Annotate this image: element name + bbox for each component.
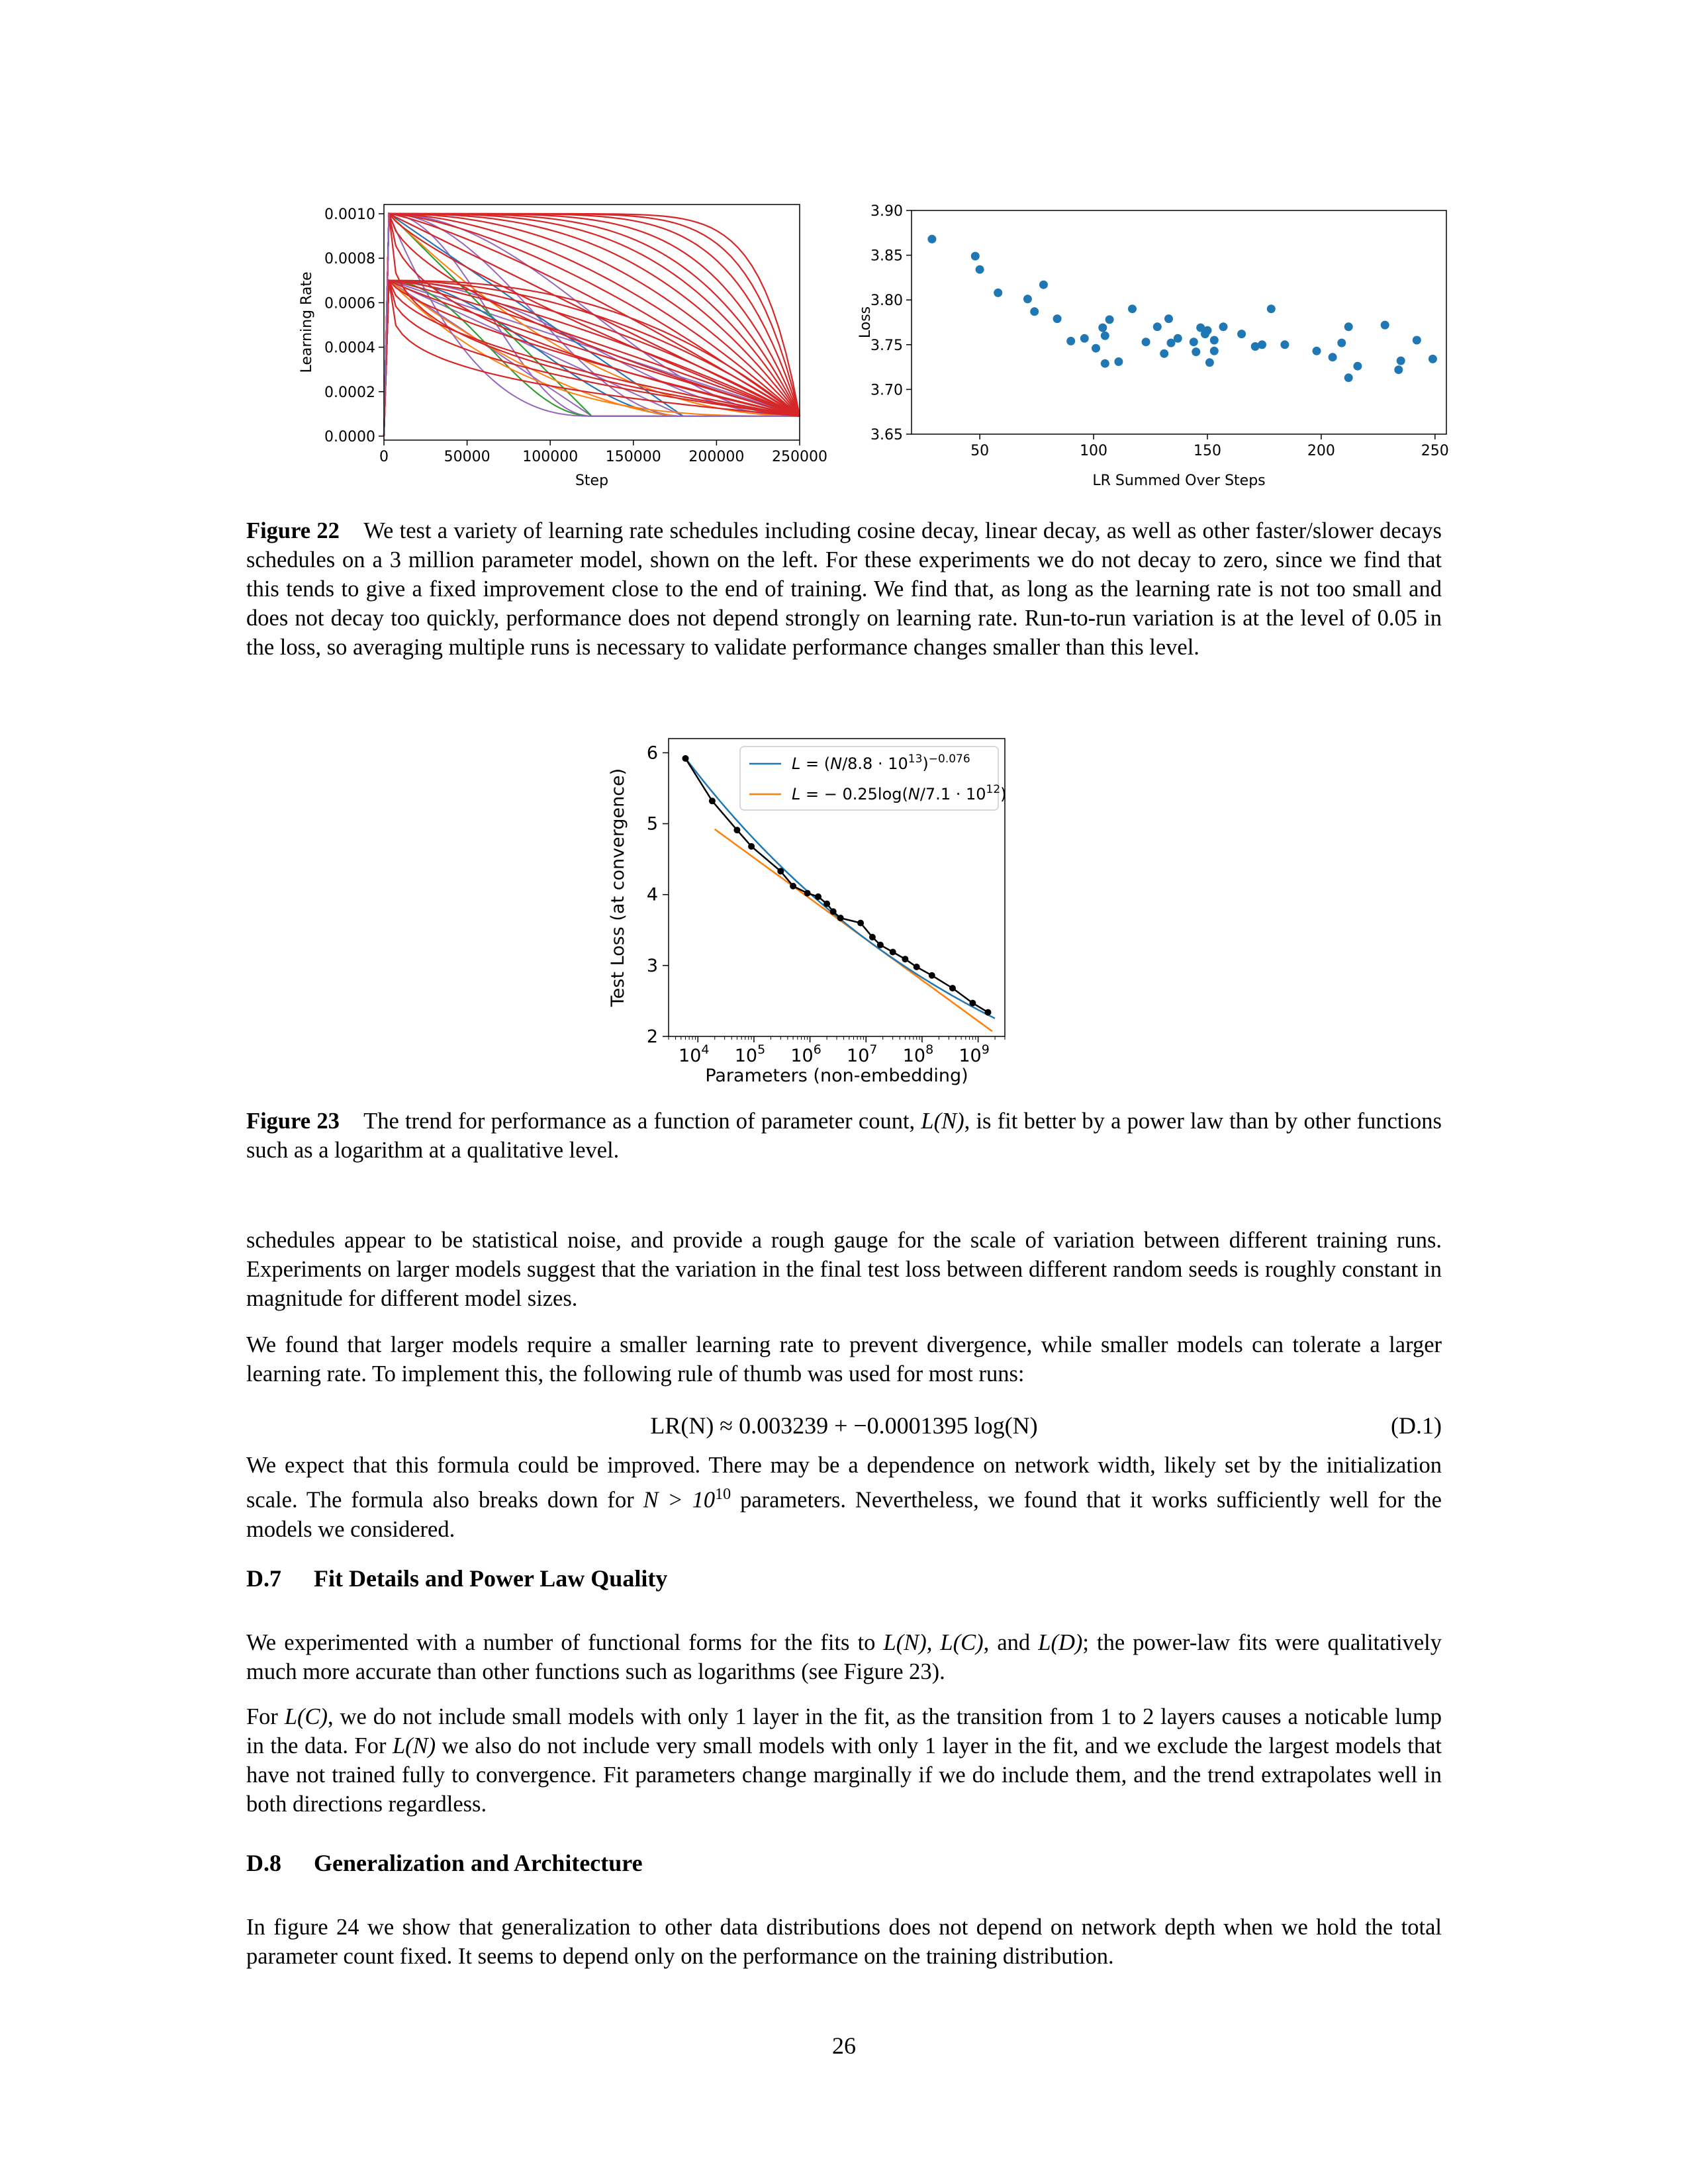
data-point: [837, 915, 844, 921]
lr-ytick-label: 0.0006: [324, 295, 375, 312]
scatter-point: [1192, 347, 1200, 356]
figure22-caption: [246, 516, 1442, 662]
equation-d1: [246, 1412, 1442, 1443]
data-point: [815, 893, 821, 900]
section-d8-title: Generalization and Architecture: [314, 1850, 643, 1876]
power-law-legend: [740, 747, 1007, 810]
figure22-caption-text: We test a variety of learning rate schedules including cosine decay, linear decay, as well as other faster/slower decays schedules on a 3 million parameter model, shown on the left. For these experiments we do not decay to zero, since we find that this tends to give a fixed improvement close to the end of training. We find that, as long as the learning rate is not too small and does not decay too quickly, performance does not depend strongly on learning rate. Run-to-run variation is at the level of 0.05 in the loss, so averaging multiple runs is necessary to validate performance changes smaller than this level.: [246, 518, 1442, 660]
power-law-xtick-label: $10^6$: [790, 1042, 821, 1066]
p4-math: L(N), L(C): [883, 1630, 984, 1655]
scatter-point: [1092, 344, 1100, 353]
p5-a: For: [246, 1704, 285, 1729]
scatter-xlabel: LR Summed Over Steps: [1092, 473, 1266, 489]
figure22-label: Figure 22: [246, 518, 340, 543]
lr-ytick-label: 0.0004: [324, 340, 375, 357]
figure23-caption: [246, 1107, 1442, 1165]
power-law-xtick-label: $10^4$: [679, 1042, 710, 1066]
scatter-plot-frame: [912, 210, 1446, 434]
scatter-ytick-label: 3.80: [870, 293, 903, 310]
scatter-point: [1023, 295, 1032, 303]
scatter-point: [1205, 358, 1214, 367]
data-point: [890, 949, 896, 956]
p3-sup: 10: [715, 1486, 731, 1503]
scatter-point: [1080, 334, 1089, 343]
section-d8-heading: [246, 1849, 643, 1877]
scatter-point: [1353, 362, 1362, 371]
scatter-ytick-label: 3.90: [870, 203, 903, 220]
data-point: [857, 920, 864, 927]
scatter-point: [1344, 322, 1353, 331]
scatter-point: [1142, 338, 1150, 346]
scatter-point: [976, 265, 984, 274]
p4-pre: We experimented with a number of functional forms for the fits to: [246, 1630, 884, 1655]
lr-xtick-label: 200000: [688, 449, 745, 465]
legend-label-log: L = − $0.25\log(N/7.1 \cdot 10^{12})$: [792, 783, 1007, 803]
lr-ylabel: Learning Rate: [299, 271, 315, 373]
scatter-point: [971, 252, 980, 261]
scatter-point: [1101, 332, 1109, 340]
data-point: [709, 797, 716, 804]
scatter-point: [1164, 314, 1173, 323]
lr-ytick-label: 0.0000: [324, 429, 375, 445]
power-law-ytick-label: 6: [646, 743, 658, 764]
data-point: [748, 843, 755, 850]
loss-scatter-chart: [847, 192, 1449, 496]
scatter-point: [1053, 314, 1062, 323]
scatter-point: [1066, 337, 1075, 345]
scatter-ylabel: Loss: [857, 306, 874, 339]
p5-math2: L(N): [392, 1733, 436, 1758]
scatter-point: [1174, 334, 1182, 343]
data-point: [790, 883, 796, 889]
scatter-point: [1153, 322, 1162, 331]
data-point: [985, 1009, 992, 1016]
data-point: [949, 985, 956, 991]
scatter-points: [927, 235, 1436, 383]
scatter-ytick-label: 3.70: [870, 382, 903, 399]
scatter-point: [1429, 355, 1437, 363]
scatter-xtick-label: 150: [1193, 443, 1221, 459]
scatter-xtick-label: 50: [970, 443, 990, 459]
body-paragraph-4: [246, 1628, 1442, 1686]
scatter-point: [1219, 322, 1228, 331]
data-point: [823, 901, 830, 907]
lr-xtick-label: 250000: [772, 449, 827, 465]
data-point: [830, 908, 837, 915]
scatter-point: [994, 289, 1002, 297]
figure23-caption-pre: The trend for performance as a function of parameter count,: [363, 1109, 921, 1134]
p4-math2: L(D): [1038, 1630, 1083, 1655]
data-point: [733, 827, 740, 833]
power-law-chart: [596, 728, 1099, 1099]
power-law-ytick-label: 4: [646, 884, 658, 905]
figure23-caption-math: L(N): [921, 1109, 964, 1134]
power-law-xlabel: Parameters (non-embedding): [705, 1066, 968, 1086]
power-law-ytick-label: 3: [646, 955, 658, 976]
section-d7-title: Fit Details and Power Law Quality: [314, 1565, 668, 1592]
power-law-xtick-label: $10^7$: [847, 1042, 878, 1066]
figure23-label: Figure 23: [246, 1109, 340, 1134]
page-number: 26: [832, 2032, 856, 2059]
data-point: [969, 1000, 976, 1007]
scatter-point: [1258, 340, 1266, 349]
scatter-point: [1203, 326, 1212, 335]
power-law-ytick-label: 5: [646, 813, 658, 835]
lr-ytick-label: 0.0002: [324, 384, 375, 401]
scatter-ytick-label: 3.65: [870, 427, 903, 443]
scatter-ytick-label: 3.75: [870, 337, 903, 354]
scatter-ytick-label: 3.85: [870, 248, 903, 265]
body-paragraph-2: We found that larger models require a smaller learning rate to prevent divergence, while smaller models can tolerate a larger learning rate. To implement this, the following rule of thumb was used for most runs:: [246, 1332, 1442, 1387]
data-point: [902, 956, 908, 962]
body-paragraph-5: [246, 1702, 1442, 1819]
scatter-point: [1344, 373, 1353, 382]
data-point: [929, 972, 935, 979]
scatter-xtick-label: 250: [1421, 443, 1449, 459]
p3-post: parameters. Nevertheless, we found that it works sufficiently well for the models we considered.: [246, 1487, 1442, 1542]
scatter-point: [1381, 321, 1389, 330]
scatter-xtick-label: 100: [1080, 443, 1108, 459]
scatter-point: [1190, 338, 1198, 346]
section-d7-heading: [246, 1565, 667, 1592]
lr-xtick-label: 150000: [605, 449, 661, 465]
p3-pre: We expect that this formula could be improved. There may be a dependence on network width, likely set by the initialization scale. The formula also breaks down for: [246, 1453, 1442, 1513]
data-point: [869, 934, 876, 940]
power-law-xtick-label: $10^9$: [959, 1042, 990, 1066]
p4-post: ; the power-law fits were qualitatively much more accurate than other functions such as logarithms (see Figure 23).: [246, 1630, 1442, 1684]
scatter-point: [1337, 339, 1346, 347]
data-point: [804, 890, 811, 897]
scatter-axes: [870, 203, 1449, 459]
p3-math: N > 10: [643, 1487, 716, 1513]
lr-ytick-label: 0.0010: [324, 206, 375, 223]
power-law-xtick-label: $10^5$: [734, 1042, 766, 1066]
lr-ytick-label: 0.0008: [324, 251, 375, 268]
scatter-point: [1280, 340, 1289, 349]
power-law-xtick-label: $10^8$: [902, 1042, 934, 1066]
scatter-point: [1105, 315, 1114, 324]
lr-schedule-chart: [291, 192, 847, 496]
scatter-point: [1267, 304, 1276, 313]
scatter-point: [1160, 349, 1168, 358]
scatter-point: [1098, 324, 1107, 332]
body-paragraph-3: [246, 1451, 1442, 1544]
scatter-point: [1237, 330, 1246, 338]
scatter-point: [1039, 281, 1048, 289]
legend-label-power: $L = (N/8.8 \cdot 10^{13})^{-0.076}$: [792, 752, 970, 773]
body-paragraph-1: schedules appear to be statistical noise, and provide a rough gauge for the scale of variation between different training runs. Experiments on larger models suggest that the variation in the final test loss between different random seeds is roughly constant in magnitude for different model sizes.: [246, 1228, 1442, 1311]
section-d8-number: D.8: [246, 1850, 281, 1876]
p5-c: we also do not include very small models with only 1 layer in the fit, and we exclude the largest models that have not trained fully to convergence. Fit parameters change marginally if we do include them, and the trend extrapolates well in both directions regardless.: [246, 1733, 1442, 1817]
scatter-point: [1413, 336, 1421, 345]
lr-xtick-label: 100000: [522, 449, 579, 465]
scatter-point: [1329, 353, 1337, 361]
figure23-caption-post: , is fit better by a power law than by other functions such as a logarithm at a qualitative level.: [246, 1109, 1442, 1163]
data-point: [682, 755, 689, 762]
scatter-point: [1397, 357, 1405, 365]
p5-b: , we do not include small models with only 1 layer in the fit, as the transition from 1 to 2 layers causes a noticable lump in the data. For: [246, 1704, 1442, 1758]
lr-curves: [384, 214, 800, 436]
scatter-point: [1128, 304, 1137, 313]
lr-xtick-label: 50000: [444, 449, 491, 465]
data-point: [877, 942, 884, 948]
scatter-point: [1030, 307, 1039, 316]
power-law-ylabel: Test Loss (at convergence): [608, 768, 628, 1007]
scatter-point: [1210, 347, 1219, 355]
data-point: [914, 964, 920, 970]
section-d7-number: D.7: [246, 1565, 281, 1592]
power-law-ytick-label: 2: [646, 1026, 658, 1047]
equation-body: LR(N) ≈ 0.003239 + −0.0001395 log(N): [650, 1412, 1038, 1439]
lr-xtick-label: 0: [379, 449, 389, 465]
lr-xlabel: Step: [575, 473, 609, 489]
scatter-point: [1210, 336, 1219, 345]
scatter-point: [1114, 357, 1123, 366]
body-paragraph-6: In figure 24 we show that generalization to other data distributions does not depend on network depth when we hold the total parameter count fixed. It seems to depend only on the performance on the training distribution.: [246, 1915, 1442, 1969]
scatter-point: [1394, 365, 1403, 374]
scatter-point: [1101, 359, 1109, 368]
p4-mid: , and: [983, 1630, 1039, 1655]
scatter-point: [1313, 347, 1321, 355]
data-point: [777, 868, 784, 874]
equation-tag: (D.1): [1391, 1412, 1442, 1439]
scatter-xtick-label: 200: [1307, 443, 1335, 459]
p5-math1: L(C): [284, 1704, 328, 1729]
scatter-point: [927, 235, 936, 244]
